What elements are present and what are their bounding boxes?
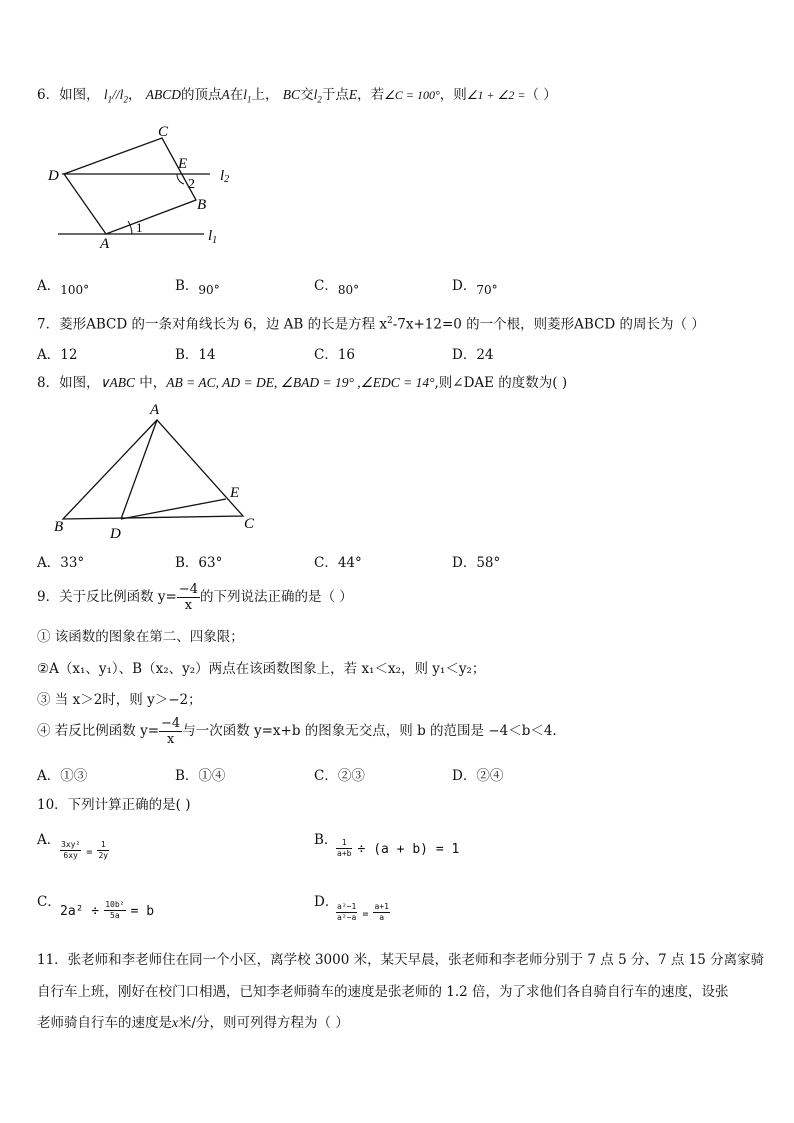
q7-option-b[interactable]: B．14 — [175, 347, 216, 363]
q10-option-d-expr: $\frac{\text{a²−1}}{\text{a²−a}}$ = $\frac{a+1}{a}$ — [337, 902, 389, 922]
q8-label-b: B — [54, 519, 64, 535]
q6-t3: 上， — [251, 87, 279, 103]
q7-option-c[interactable]: C．16 — [314, 347, 356, 363]
q6-ask: ∠1 + ∠2 = — [466, 88, 526, 102]
q6-comma: ， — [127, 87, 142, 103]
q6-angle-1-arc — [128, 221, 132, 234]
q9-s4-fraction: $\frac{-4}{x}$ — [161, 716, 181, 747]
q9-option-c[interactable]: C．②③ — [314, 768, 365, 784]
q10-option-a-letter[interactable]: A． — [37, 832, 61, 848]
q8-label-c: C — [244, 516, 255, 532]
q10-option-a-expr: $\frac{\text{3xy²}}{6xy}$ = $\frac{1}{2y}$ — [61, 840, 109, 860]
q9-statement-4: ④ 若反比例函数 y= $\frac{-4}{x}$ 与一次函数 y=x+b 的图象无交点，则 b 的范围是 −4＜b＜4. — [37, 716, 557, 747]
q8-triangle-abc — [63, 420, 243, 519]
q6-prefix: 6．如图， — [37, 87, 100, 103]
q11-line-2: 自行车上班，刚好在校门口相遇，已知李老师骑车的速度是张老师的 1.2 倍，为了求他们各自骑自行车的速度，设张 — [37, 984, 729, 1000]
q9-fraction: $\frac{-4}{x}$ — [178, 582, 198, 613]
q6-option-a[interactable]: A．100° — [37, 278, 90, 297]
q9-statement-2: ②A（x₁、y₁）、B（x₂、y₂）两点在该函数图象上，若 x₁＜x₂，则 y₁＜y₂； — [37, 661, 486, 677]
q8-stem: 8．如图，∨ABC 中，AB = AC, AD = DE, ∠BAD = 19° ,∠EDC = 14°,则∠DAE 的度数为( ) — [37, 375, 568, 391]
q6-quad: ABCD — [145, 87, 181, 102]
q8-label-a: A — [150, 402, 160, 418]
q8-segment-ad — [121, 420, 157, 519]
q6-label-l1: $l_1$ — [208, 228, 218, 246]
q6-stem — [37, 86, 557, 109]
q6-paren: （ ） — [525, 87, 557, 103]
q6-t2: 在 — [229, 87, 244, 103]
q9-option-a[interactable]: A．①③ — [37, 768, 88, 784]
q6-t6: ，若 — [357, 87, 385, 103]
q11-line-3: 老师骑自行车的速度是x米/分，则可列得方程为（ ） — [37, 1015, 349, 1031]
q7-option-d[interactable]: D．24 — [452, 347, 494, 363]
q8-label-e: E — [230, 485, 240, 501]
q8-option-d[interactable]: D．58° — [452, 555, 501, 571]
q7-stem: 7．菱形ABCD 的一条对角线长为 6，边 AB 的长是方程 $x^2-7x+12=0$ 的一个根，则菱形ABCD 的周长为（ ） — [37, 316, 705, 333]
q10-option-c-expr: 2a² ÷ $\frac{\text{10b²}}{5a}$ = b — [60, 900, 155, 920]
q10-option-b-expr: $\frac{1}{a+b}$ ÷ (a + b) = 1 — [337, 838, 460, 858]
q8-option-c[interactable]: C．44° — [314, 555, 362, 571]
q10-option-d-letter[interactable]: D． — [314, 894, 339, 910]
q8-option-b[interactable]: B．63° — [175, 555, 223, 571]
q6-label-a: A — [100, 236, 110, 252]
q6-line-l1: $l_1//l_2$ — [103, 87, 128, 105]
q6-t1: 的顶点 — [180, 87, 222, 103]
q6-label-2: 2 — [188, 177, 195, 192]
q6-option-d[interactable]: D．70° — [452, 278, 498, 297]
q6-option-b[interactable]: B．90° — [175, 278, 220, 297]
q6-label-e: E — [178, 156, 188, 172]
q6-figure — [44, 118, 244, 252]
q6-t7: ，则 — [439, 87, 467, 103]
q11-line-1: 11．张老师和李老师住在同一个小区，离学校 3000 米，某天早晨，张老师和李老师分别于 7 点 5 分、7 点 15 分离家骑 — [37, 952, 765, 968]
q6-line-on: $l_1$ — [243, 87, 252, 105]
q6-bc: BC — [282, 87, 301, 102]
q6-line-l2: $l_2$ — [313, 87, 322, 105]
q9-option-b[interactable]: B．①④ — [175, 768, 226, 784]
q9-statement-1: ① 该函数的图象在第二、四象限； — [37, 629, 244, 645]
q10-stem: 10．下列计算正确的是( ) — [37, 797, 191, 813]
q6-point-a: A — [221, 87, 230, 102]
q9-option-d[interactable]: D．②④ — [452, 768, 504, 784]
q10-option-c-letter[interactable]: C． — [37, 894, 61, 910]
q6-option-c[interactable]: C．80° — [314, 278, 360, 297]
q10-option-b-letter[interactable]: B． — [314, 832, 338, 848]
q6-t5: 于点 — [321, 87, 349, 103]
q6-label-1: 1 — [136, 220, 143, 235]
q8-option-a[interactable]: A．33° — [37, 555, 85, 571]
q8-figure — [50, 398, 270, 542]
q6-label-d: D — [48, 168, 59, 184]
q9-stem: 9．关于反比例函数 y= $\frac{-4}{x}$ 的下列说法正确的是（ ） — [37, 582, 353, 613]
q6-label-c: C — [158, 124, 169, 140]
q7-option-a[interactable]: A．12 — [37, 347, 78, 363]
q6-condition: ∠C = 100° — [384, 88, 440, 102]
q6-point-e: E — [348, 87, 358, 102]
q6-parallelogram — [64, 138, 196, 234]
q9-statement-3: ③ 当 x＞2时，则 y＞−2； — [37, 692, 202, 708]
q6-label-l2: l2 — [220, 168, 230, 185]
q8-label-d: D — [110, 526, 121, 542]
q6-label-b: B — [197, 197, 207, 213]
q6-t4: 交 — [300, 87, 314, 103]
